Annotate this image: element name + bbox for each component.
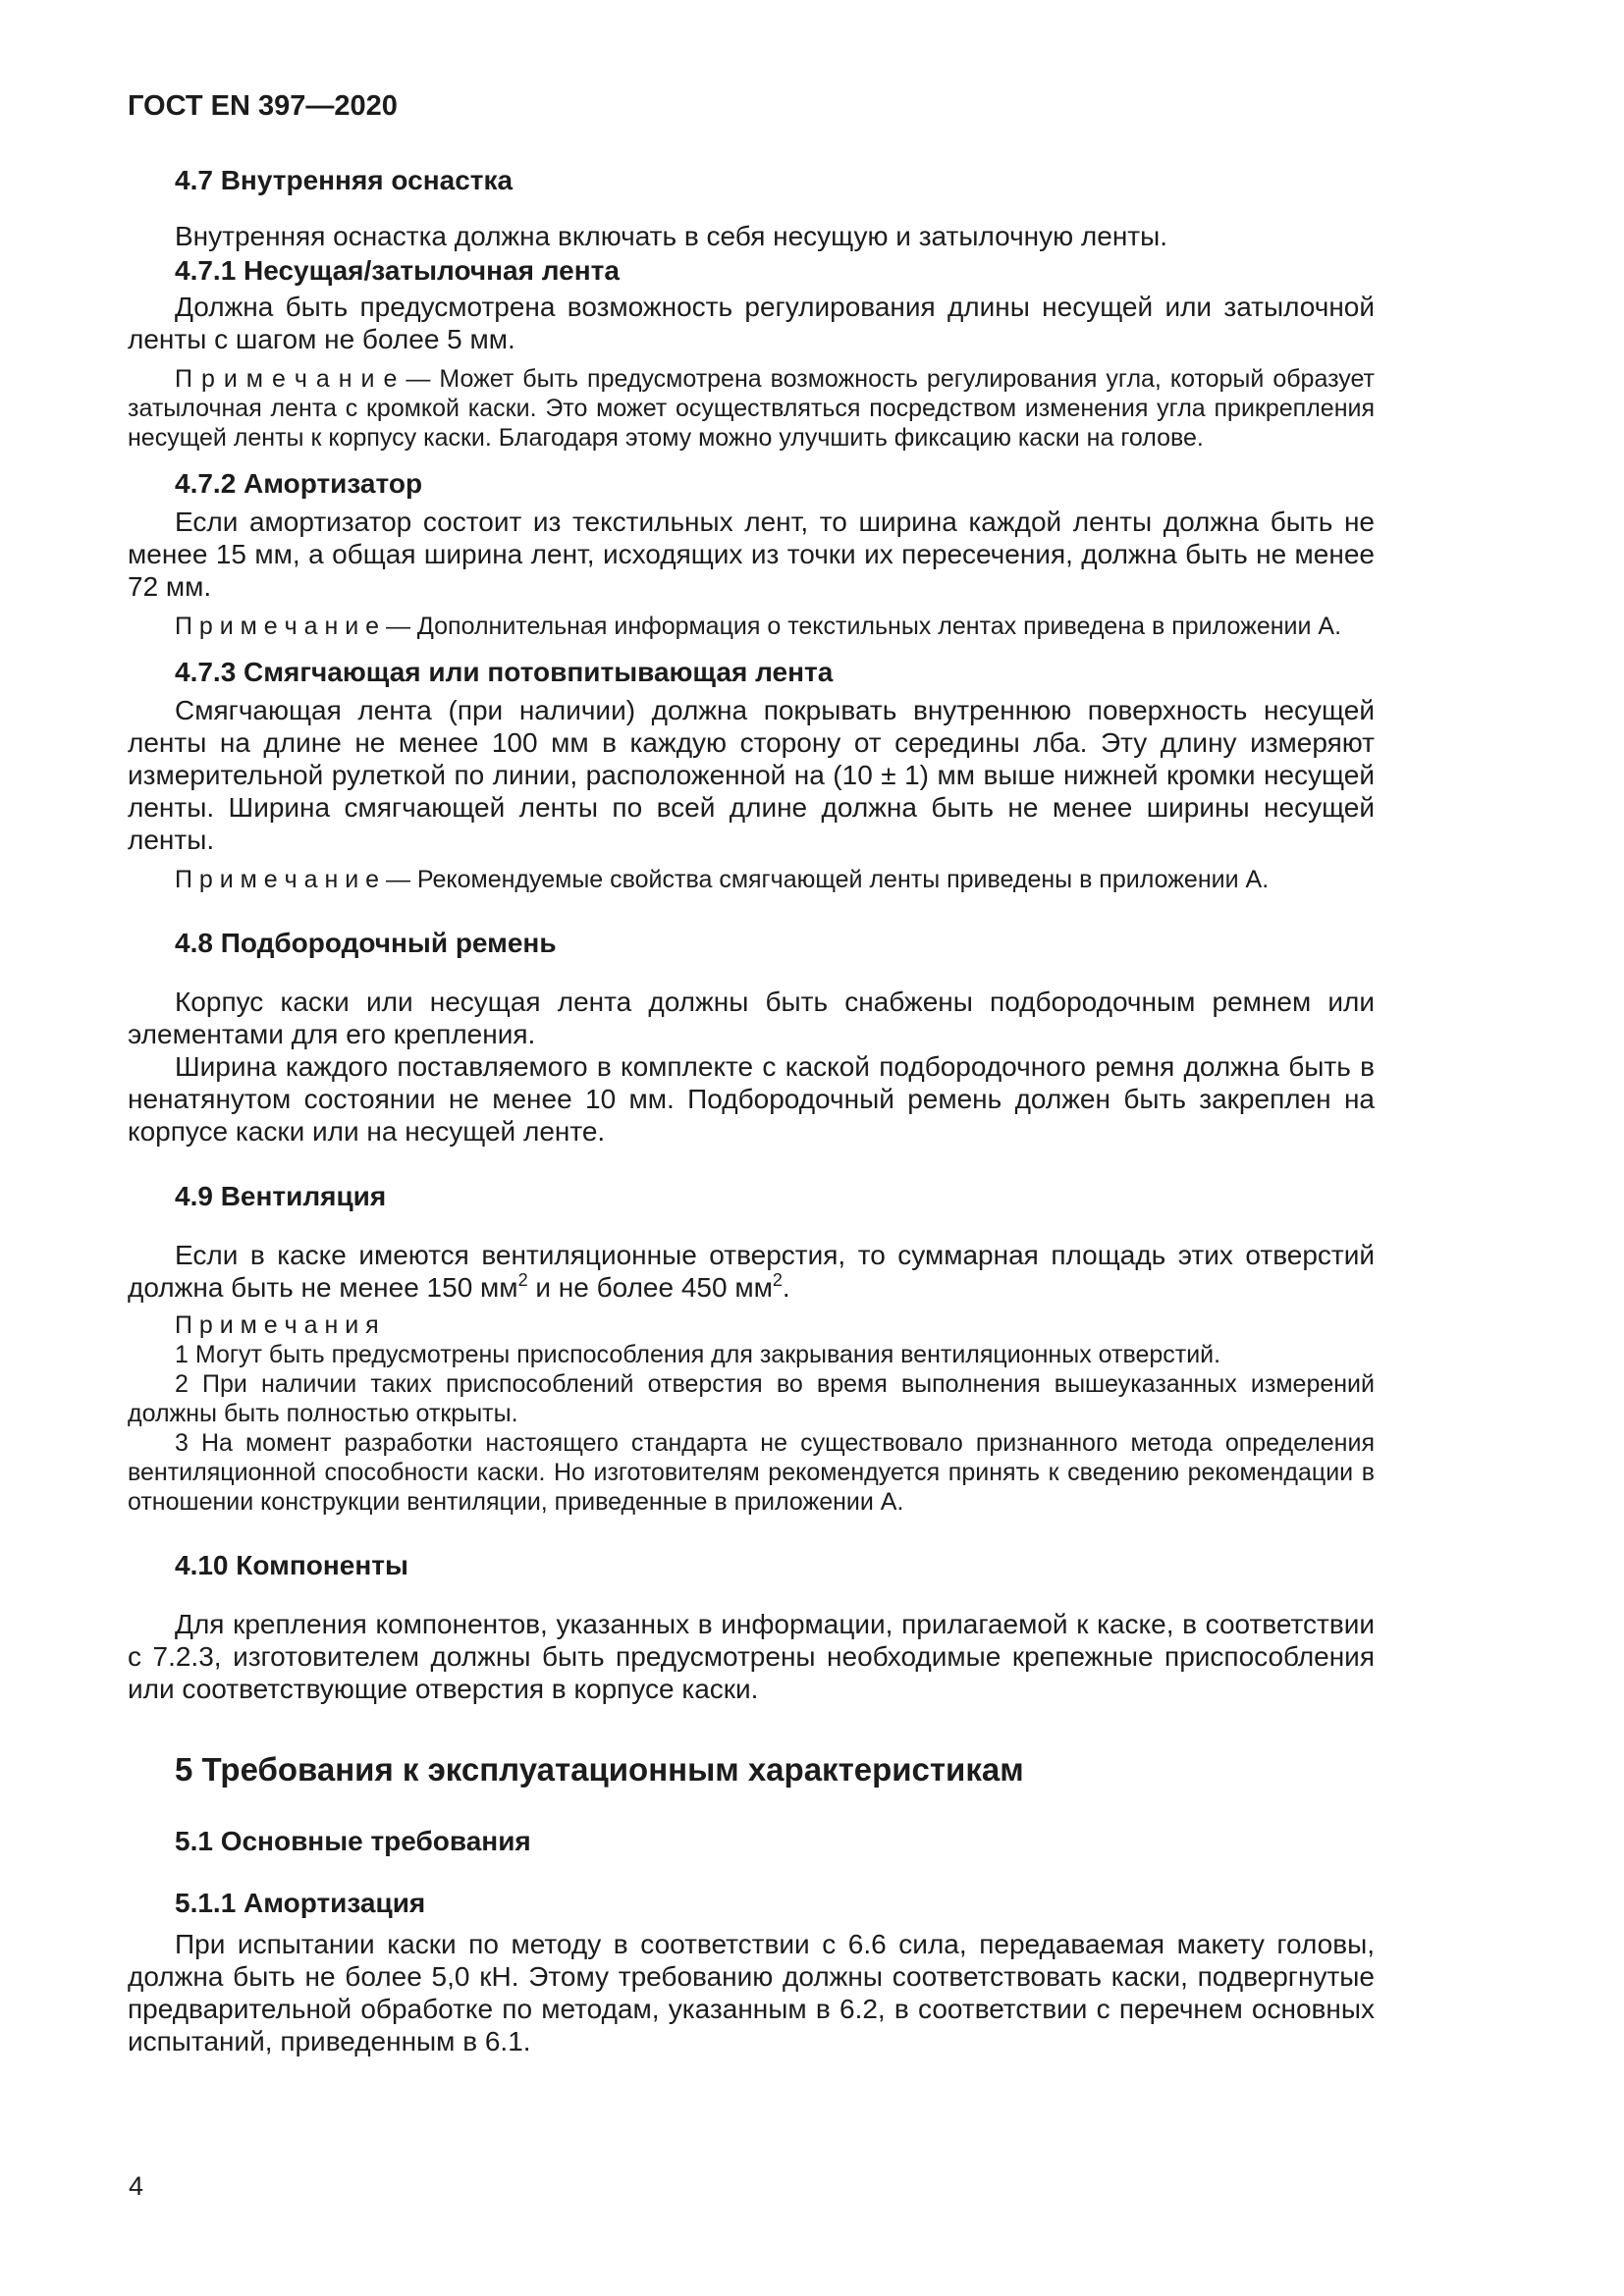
note-4-9-3: 3 На момент разработки настоящего стандарта не существовало признанного метода определения вентиляционной способности каски. Но изготовителям рекомендуется принять к сведению рекомендации в отношении конструкции вентиляции, приведенные в приложении А. bbox=[128, 1429, 1375, 1516]
para-4-7-1: Должна быть предусмотрена возможность регулирования длины несущей или затылочной ленты с шагом не более 5 мм. bbox=[128, 292, 1375, 354]
para-5-1-1: При испытании каски по методу в соответствии с 6.6 сила, передаваемая макету головы, должна быть не более 5,0 кН. Этому требованию должны соответствовать каски, подвергнутые предварительной обработке по методам, указанным в 6.2, в соответствии с перечнем основных испытаний, приведенным в 6.1. bbox=[128, 1929, 1375, 2056]
page-number: 4 bbox=[129, 2171, 144, 2201]
heading-5-1-1: 5.1.1 Амортизация bbox=[175, 1888, 426, 1918]
note-4-9-2: 2 При наличии таких приспособлений отверстия во время выполнения вышеуказанных измерений должны быть полностью открыты. bbox=[128, 1370, 1375, 1427]
notes-label-4-9: П р и м е ч а н и я bbox=[175, 1311, 379, 1339]
para-4-8-2: Ширина каждого поставляемого в комплекте с каской подбородочного ремня должна быть в ненатянутом состоянии не менее 10 мм. Подбородочный ремень должен быть закреплен на корпусе каски или на несущей ленте. bbox=[128, 1051, 1375, 1147]
para-4-7-intro: Внутренняя оснастка должна включать в себя несущую и затылочную ленты. bbox=[175, 221, 1168, 251]
heading-4-7: 4.7 Внутренняя оснастка bbox=[175, 165, 514, 195]
para-4-7-2: Если амортизатор состоит из текстильных лент, то ширина каждой ленты должна быть не менее 15 мм, а общая ширина лент, исходящих из точки их пересечения, должна быть не менее 72 мм. bbox=[128, 507, 1375, 602]
para-4-9-text-c: . bbox=[782, 1272, 790, 1303]
heading-4-10: 4.10 Компоненты bbox=[175, 1550, 408, 1580]
para-4-8-1: Корпус каски или несущая лента должны быть снабжены подбородочным ремнем или элементами для его крепления. bbox=[128, 987, 1375, 1049]
heading-4-9: 4.9 Вентиляция bbox=[175, 1181, 387, 1211]
note-4-9-1: 1 Могут быть предусмотрены приспособления для закрывания вентиляционных отверстий. bbox=[175, 1341, 1221, 1368]
heading-4-7-1: 4.7.1 Несущая/затылочная лента bbox=[175, 255, 620, 286]
heading-4-7-3: 4.7.3 Смягчающая или потовпитывающая лента bbox=[175, 657, 834, 687]
heading-5-1: 5.1 Основные требования bbox=[175, 1826, 531, 1856]
note-4-7-3: П р и м е ч а н и е — Рекомендуемые свойства смягчающей ленты приведены в приложении А. bbox=[175, 866, 1270, 893]
para-4-9-text-a: Если в каске имеются вентиляционные отверстия, то суммарная площадь этих отверстий должна быть не менее 150 мм bbox=[128, 1240, 1375, 1303]
para-4-10: Для крепления компонентов, указанных в информации, прилагаемой к каске, в соответствии с 7.2.3, изготовителем должны быть предусмотрены необходимые крепежные приспособления или соответствующие отверстия в корпусе каски. bbox=[128, 1609, 1375, 1704]
note-4-7-1: П р и м е ч а н и е — Может быть предусмотрена возможность регулирования угла, который образует затылочная лента с кромкой каски. Это может осуществляться посредством изменения угла прикрепления несущей ленты к корпусу каски. Благодаря этому можно улучшить фиксацию каски на голове. bbox=[128, 365, 1375, 452]
document-code: ГОСТ EN 397—2020 bbox=[128, 90, 398, 122]
para-4-9-text-b: и не более 450 мм bbox=[527, 1272, 773, 1303]
heading-4-8: 4.8 Подбородочный ремень bbox=[175, 928, 557, 958]
heading-4-7-2: 4.7.2 Амортизатор bbox=[175, 468, 423, 499]
note-4-7-2: П р и м е ч а н и е — Дополнительная информация о текстильных лентах приведена в приложении А. bbox=[175, 613, 1342, 640]
para-4-9 bbox=[128, 1239, 1375, 1304]
para-4-7-3: Смягчающая лента (при наличии) должна покрывать внутреннюю поверхность несущей ленты на длине не менее 100 мм в каждую сторону от середины лба. Эту длину измеряют измерительной рулеткой по линии, расположенной на (10 ± 1) мм выше нижней кромки несущей ленты. Ширина смягчающей ленты по всей длине должна быть не менее ширины несущей ленты. bbox=[128, 695, 1375, 855]
superscript-mm2-a: 2 bbox=[517, 1270, 528, 1290]
heading-5: 5 Требования к эксплуатационным характеристикам bbox=[175, 1751, 1024, 1788]
superscript-mm2-b: 2 bbox=[772, 1270, 783, 1290]
